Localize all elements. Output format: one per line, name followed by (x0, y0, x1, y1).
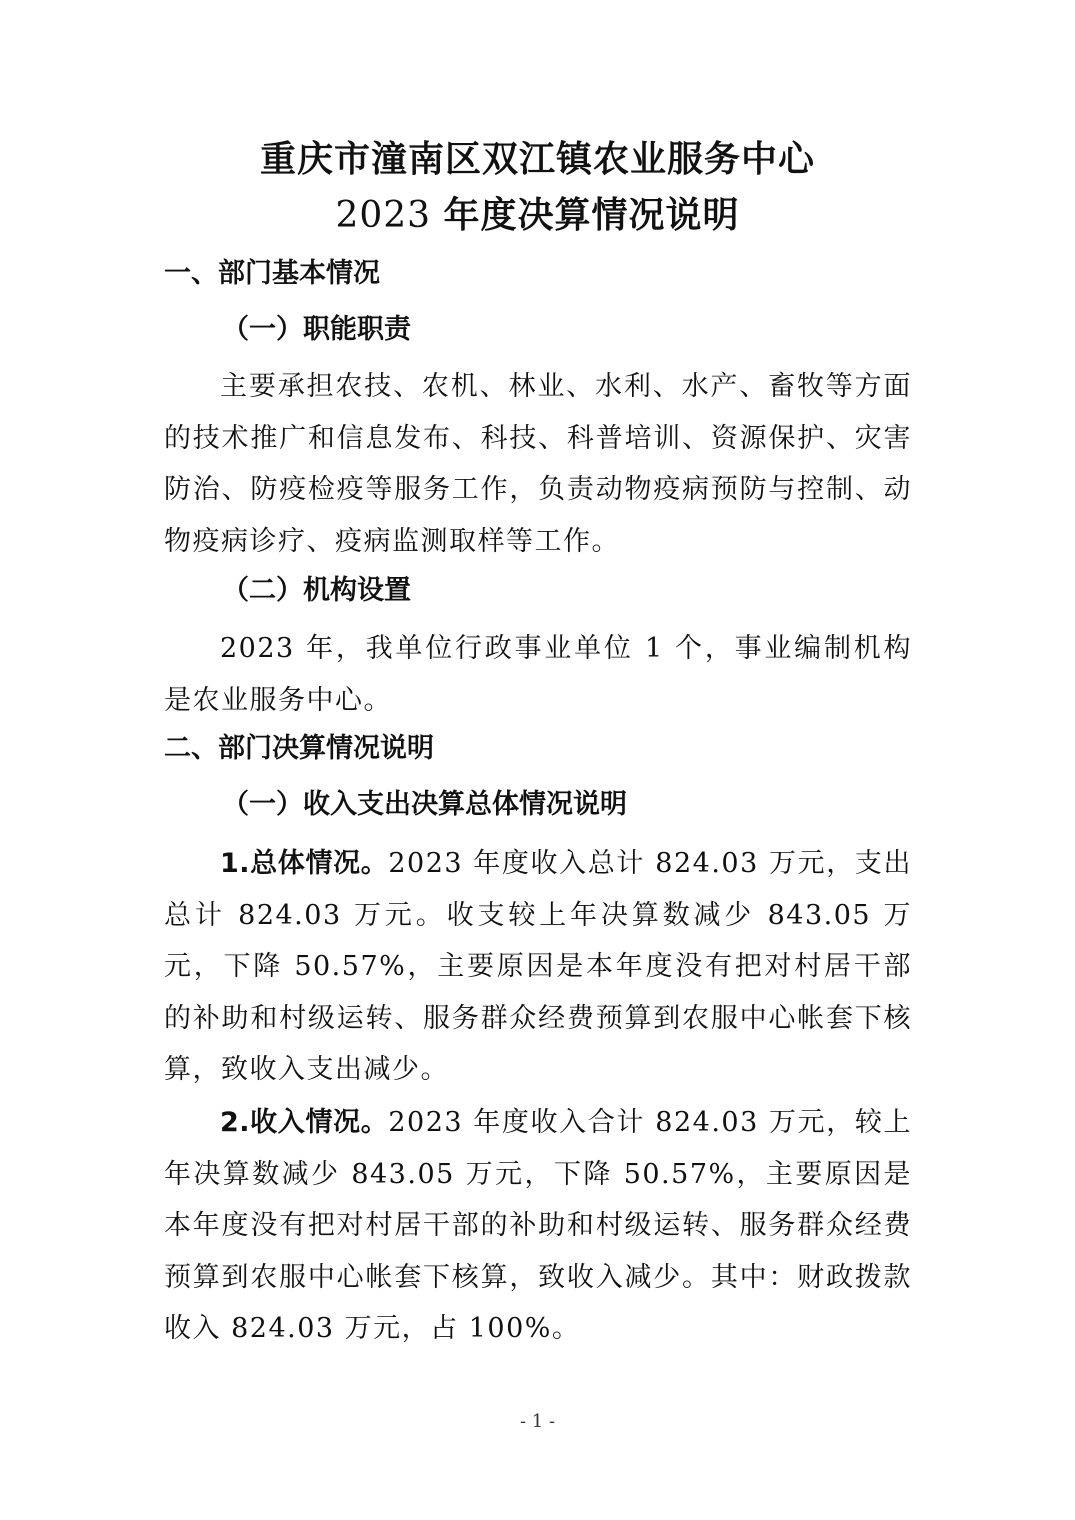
document-title-line2 (0, 194, 1075, 238)
paragraph-functions: 主要承担农技、农机、林业、水利、水产、畜牧等方面的技术推广和信息发布、科技、科普培训、资源保护、灾害防治、防疫检疫等服务工作，负责动物疫病预防与控制、动物疫病诊疗、疫病监测取样等工作。 (164, 371, 912, 557)
page-number: - 1 - (519, 1411, 556, 1432)
paragraph-overall (164, 838, 912, 1096)
section-heading-final-accounts: 二、部门决算情况说明 (164, 733, 434, 764)
lead-income: 2.收入情况。 (220, 1107, 389, 1138)
paragraph-organization: 2023 年，我单位行政事业单位 1 个，事业编制机构是农业服务中心。 (164, 633, 912, 716)
lead-overall: 1.总体情况。 (220, 848, 389, 879)
title-year: 2023 (335, 195, 432, 236)
subheading-functions: （一）职能职责 (222, 314, 411, 345)
body-income: 2023 年度收入合计 824.03 万元，较上年决算数减少 843.05 万元，下降 50.57%，主要原因是本年度没有把对村居干部的补助和村级运转、服务群众经费预算到农服中心帐套下核算，致收入减少。其中：财政拨款收入 824.03 万元，占 100%。 (164, 1107, 912, 1344)
title-rest: 年度决算情况说明 (443, 195, 740, 236)
document-title-line1: 重庆市潼南区双江镇农业服务中心 (259, 139, 815, 180)
subheading-organization: （二）机构设置 (222, 575, 411, 606)
paragraph-income (164, 1097, 912, 1355)
body-overall: 2023 年度收入总计 824.03 万元，支出总计 824.03 万元。收支较上年决算数减少 843.05 万元，下降 50.57%，主要原因是本年度没有把对村居干部的补助和村级运转、服务群众经费预算到农服中心帐套下核算，致收入支出减少。 (164, 848, 912, 1085)
subheading-income-expense-overview: （一）收入支出决算总体情况说明 (222, 789, 627, 820)
section-heading-basic-info: 一、部门基本情况 (164, 258, 380, 289)
